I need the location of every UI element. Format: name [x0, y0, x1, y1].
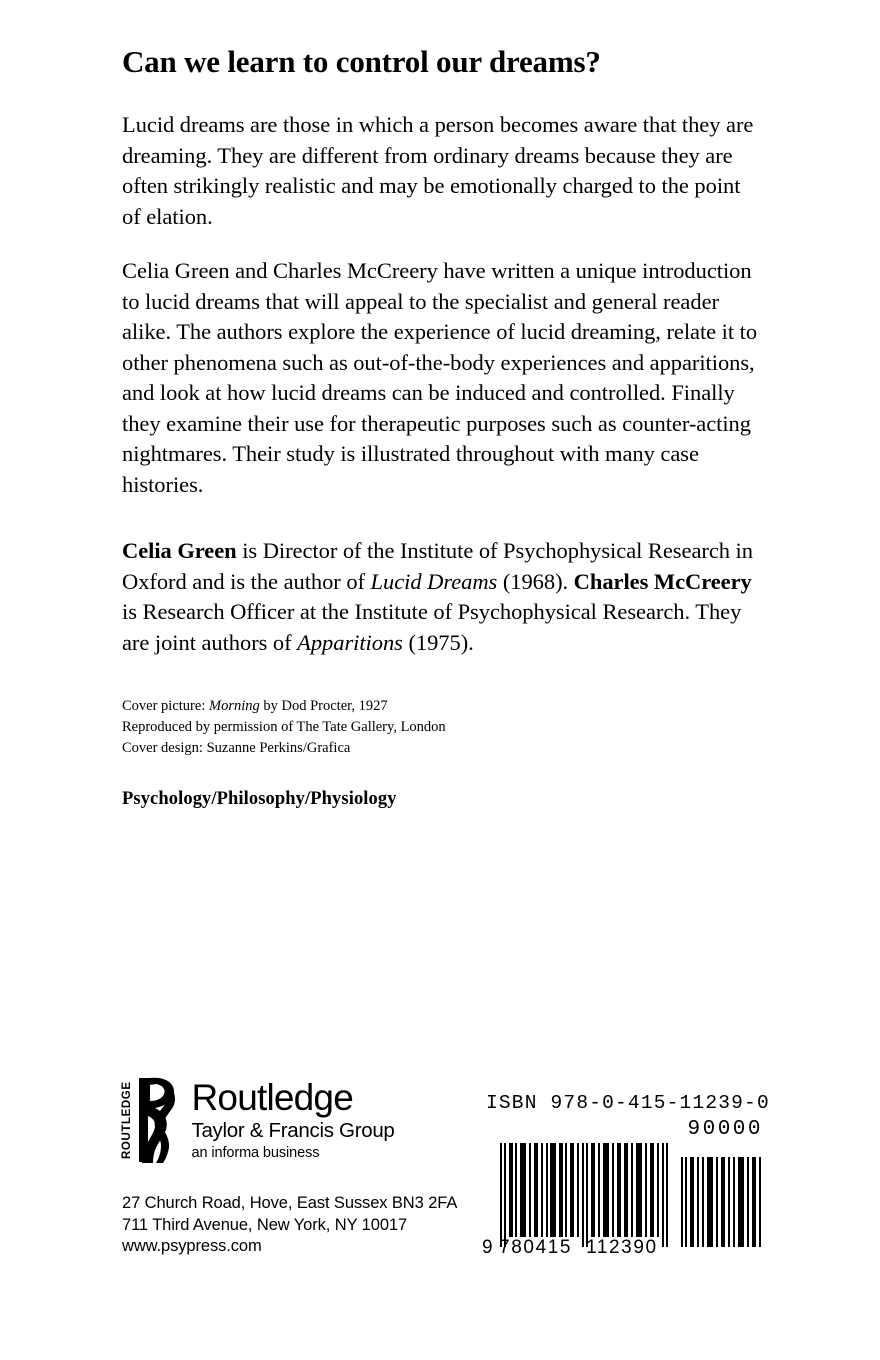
page-title: Can we learn to control our dreams? — [122, 44, 601, 79]
credit-line-permission: Reproduced by permission of The Tate Gallery, London — [122, 719, 446, 735]
author-bio — [122, 536, 762, 658]
publisher-website: www.psypress.com — [122, 1237, 262, 1255]
price-addon-label: 90000 — [687, 1118, 763, 1141]
credit-artwork-title: Morning — [208, 698, 260, 714]
author-two-text-before-title: is Research Officer at the Institute of Psychophysical Research. They are joint authors of — [122, 599, 742, 655]
publisher-address — [122, 1193, 457, 1258]
cover-credits — [122, 696, 762, 759]
ean-lead-digit: 9 — [482, 1237, 494, 1258]
routledge-logo — [122, 1076, 452, 1164]
credit-picture-prefix: Cover picture: — [122, 698, 209, 714]
author-one-book-title: Lucid Dreams — [370, 568, 498, 594]
address-line-us: 711 Third Avenue, New York, NY 10017 — [122, 1215, 408, 1234]
blurb-paragraph-2: Celia Green and Charles McCreery have written a unique introduction to lucid dreams that will appeal to the specialist and general reader alike. The authors explore the experience of lucid dreaming, relate it to other phenomena such as out-of-the-body experiences and apparitions, and look at how lucid dreams can be induced and controlled. Finally they examine their use for therapeutic purposes such as counter-acting nightmares. Their study is illustrated throughout with many case histories. — [122, 258, 758, 497]
routledge-vertical-wordmark: ROUTLEDGE — [121, 1081, 133, 1159]
credit-line-cover-design: Cover design: Suzanne Perkins/Grafica — [122, 740, 351, 756]
ean-left-group: 780415 — [499, 1237, 573, 1258]
credit-line-cover-picture — [122, 696, 762, 717]
barcode-block — [482, 1092, 770, 1261]
ean13-human-readable-digits — [482, 1237, 678, 1259]
routledge-wordmark — [192, 1076, 395, 1162]
publisher-group: Taylor & Francis Group — [191, 1119, 395, 1142]
author-two-book-title: Apparitions — [297, 629, 403, 655]
ean5-addon-barcode-icon — [680, 1157, 762, 1247]
publisher-name: Routledge — [191, 1077, 353, 1118]
author-one-text-after-title: (1968). — [497, 568, 574, 594]
cover-text-block — [122, 44, 762, 810]
barcode-bars — [482, 1143, 767, 1261]
publisher-block — [122, 1076, 452, 1164]
ean13-barcode-icon — [498, 1143, 670, 1247]
isbn-label: ISBN 978-0-415-11239-0 — [486, 1092, 770, 1114]
credit-picture-suffix: by Dod Procter, 1927 — [259, 698, 388, 714]
author-one-text-before-title: is Director of the Institute of Psychophysical Research in Oxford and is the author of — [122, 538, 753, 594]
blurb-paragraph-1: Lucid dreams are those in which a person becomes aware that they are dreaming. They are different from ordinary dreams because they are often strikingly realistic and may be emotionally charged to the point of elation. — [122, 112, 754, 229]
ean-right-group: 112390 — [586, 1237, 658, 1258]
subject-category: Psychology/Philosophy/Physiology — [122, 789, 397, 809]
routledge-colophon-icon — [137, 1076, 179, 1164]
publisher-tagline: an informa business — [191, 1145, 320, 1161]
author-one-name: Celia Green — [122, 538, 237, 563]
author-two-text-after-title: (1975). — [402, 629, 474, 655]
author-two-name: Charles McCreery — [573, 568, 752, 594]
address-line-uk: 27 Church Road, Hove, East Sussex BN3 2FA — [122, 1194, 458, 1212]
